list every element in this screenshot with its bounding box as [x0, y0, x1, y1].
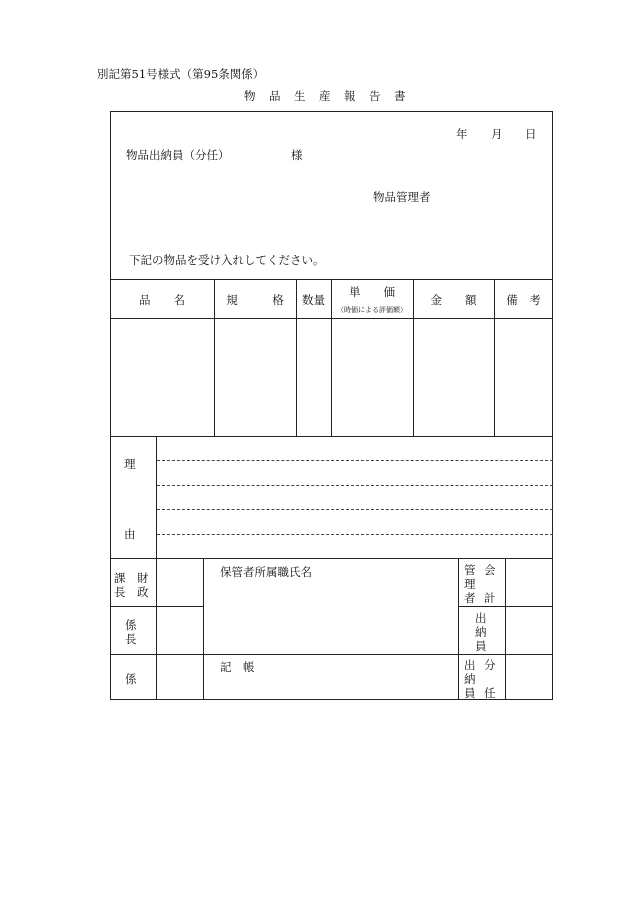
col-header-unit-price: 単 価	[349, 285, 395, 299]
approval-divider	[505, 558, 506, 700]
kanri-char: 者	[464, 591, 476, 605]
bunnin-char: 出	[464, 658, 476, 672]
reason-line	[157, 485, 553, 486]
kaikei-char: 会	[484, 563, 496, 577]
kacho-zaisei-line2: 長 政	[114, 585, 149, 599]
col-header-name: 品 名	[139, 293, 185, 307]
reason-label-2: 由	[124, 527, 136, 541]
suitou-char: 納	[475, 625, 487, 639]
suitou-label	[475, 611, 487, 653]
reason-line	[157, 534, 553, 535]
date-year: 年	[456, 127, 468, 141]
ledger-label: 記 帳	[220, 660, 255, 674]
col-header-remarks: 備 考	[506, 293, 541, 307]
addressee-label: 物品出納員（分任）	[126, 148, 230, 162]
bunnin-char: 員	[464, 686, 476, 700]
col-header-amount: 金 額	[430, 293, 477, 307]
bunnin-right-label	[484, 658, 496, 700]
reason-bottom-line	[110, 558, 553, 559]
suitou-char: 出	[475, 611, 487, 625]
suitou-char: 員	[475, 639, 487, 653]
reason-line	[157, 509, 553, 510]
reason-line	[157, 460, 553, 461]
col-header-unit-price-note: （時価による評価額）	[337, 306, 407, 314]
bunnin-left-label	[464, 658, 476, 700]
request-text: 下記の物品を受け入れしてください。	[129, 253, 325, 267]
bunnin-char: 任	[484, 686, 496, 700]
page-title: 物 品 生 産 報 告 書	[244, 89, 407, 103]
table-bottom-line	[110, 436, 553, 437]
bunnin-char: 納	[464, 672, 476, 686]
kanri-char: 理	[464, 577, 476, 591]
custodian-label: 保管者所属職氏名	[220, 565, 312, 579]
reason-label-1: 理	[124, 457, 136, 471]
approval-divider	[203, 558, 204, 700]
col-header-spec: 規 格	[226, 293, 284, 307]
reason-divider	[156, 436, 157, 558]
addressee-honorific: 様	[291, 148, 303, 162]
kakaricho-line2: 長	[125, 632, 137, 646]
date-day: 日	[525, 127, 537, 141]
date-month: 月	[491, 127, 503, 141]
kaikei-char: 計	[484, 591, 496, 605]
kacho-zaisei-line1: 課 財	[114, 571, 149, 585]
approval-divider	[458, 558, 459, 700]
kaikei-label	[484, 563, 496, 605]
manager-label: 物品管理者	[373, 190, 431, 204]
kanri-char: 管	[464, 563, 476, 577]
kakaricho-line1: 係	[125, 618, 137, 632]
approval-divider	[156, 558, 157, 700]
kakari-label: 係	[125, 672, 137, 686]
col-header-qty: 数量	[302, 293, 325, 307]
col-divider	[331, 279, 332, 436]
bunnin-char: 分	[484, 658, 496, 672]
kanri-label	[464, 563, 476, 605]
approval-row-line-mid	[203, 654, 458, 655]
form-number: 別記第51号様式（第95条関係）	[97, 67, 265, 81]
